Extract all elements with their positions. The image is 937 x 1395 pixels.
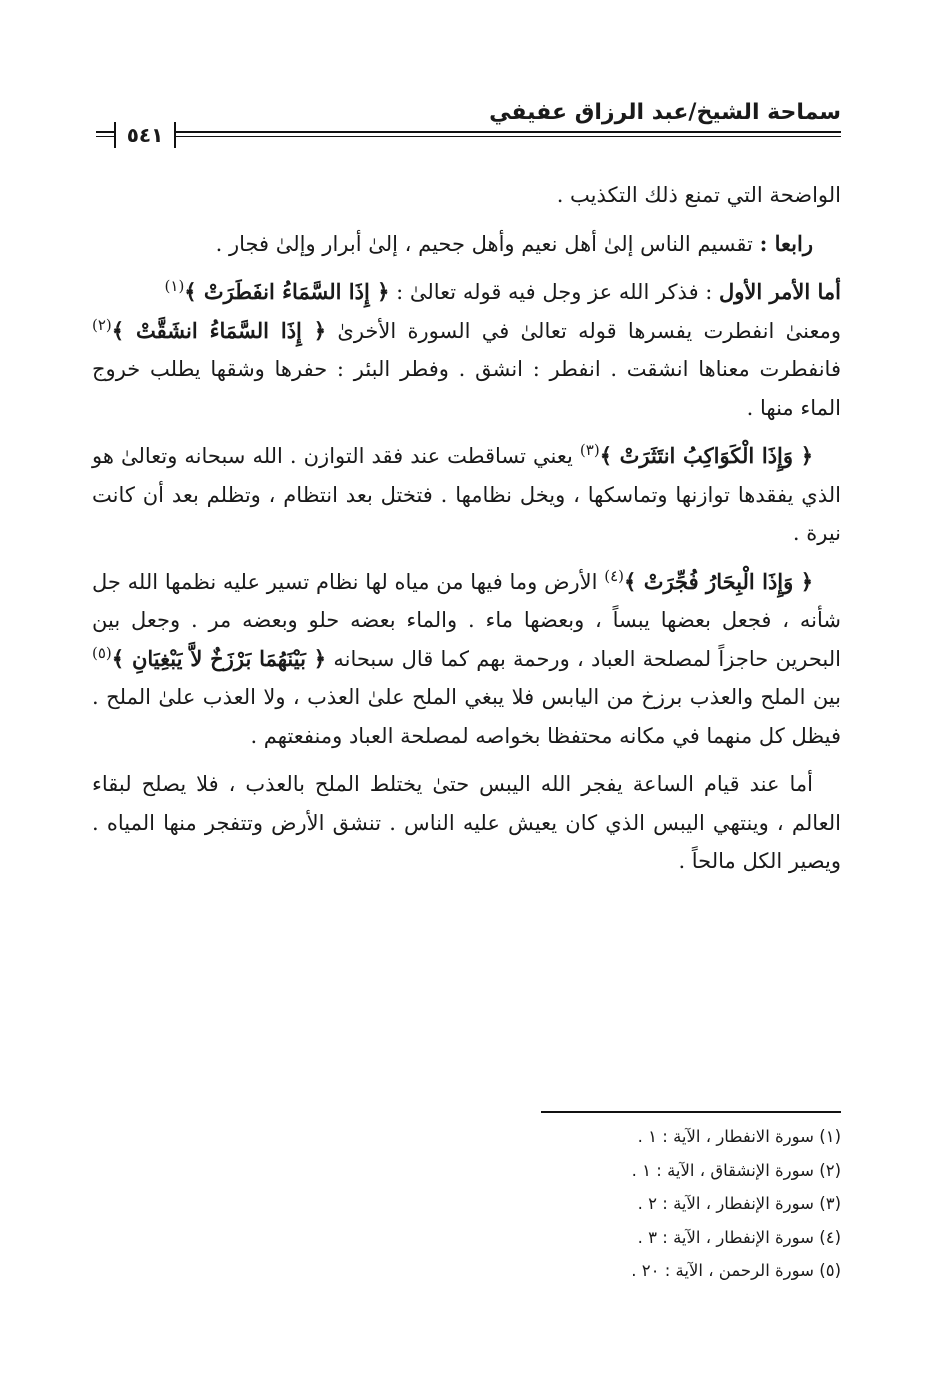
header-rule-thin: [96, 136, 841, 137]
footnote-item: (٢) سورة الإنشقاق ، الآية : ١ .: [631, 1160, 841, 1180]
main-text: [92, 176, 841, 891]
paragraph-text: الواضحة التي تمنع ذلك التكذيب .: [556, 183, 841, 207]
paragraph-3: [92, 273, 841, 312]
paragraph-2: [92, 225, 841, 264]
footnote-ref: (٣): [579, 441, 600, 459]
paragraph-text: : فذكر الله عز وجل فيه قوله تعالىٰ :: [389, 280, 720, 304]
paragraph-lead: رابعا :: [759, 230, 813, 256]
footnote-item: (٣) سورة الإنفطار ، الآية : ٢ .: [637, 1194, 841, 1213]
quran-verse: ﴿ إِذَا السَّمَاءُ انشَقَّتْ ﴾: [111, 317, 327, 343]
header-rule: [96, 131, 841, 139]
paragraph-1: [92, 176, 841, 215]
footnote-divider: [541, 1111, 841, 1113]
paragraph-text: تقسيم الناس إلىٰ أهل نعيم وأهل جحيم ، إلىٰ أبرار وإلىٰ فجار .: [215, 231, 760, 256]
page-number: ٥٤١: [114, 122, 176, 148]
paragraph-text: الأرض وما فيها من مياه لها نظام تسير عليه نظمها الله جل شأنه ، فجعل بعضها يبساً ، وبعضها ماء . والماء بعضه حلو وبعضه مر . وجعل بين البحرين حاجزاً لمصلحة العباد ، ورحمة بهم كما قال سبحانه: [92, 569, 841, 671]
paragraph-lead: أما الأمر الأول: [719, 279, 841, 304]
footnote-ref: (٤): [604, 566, 624, 585]
paragraph-text: فانفطرت معناها انشقت . انفطر : انشق . وفطر البئر : حفرها وشقها يطلب خروج الماء منها .: [92, 357, 841, 420]
paragraph-text: أما عند قيام الساعة يفجر الله اليبس حتىٰ يختلط الملح بالعذب ، فلا يصلح لبقاء العالم ، وينتهي اليبس الذي كان يعيش عليه الناس . تنشق الأرض وتتفجر منها المياه . ويصير الكل مالحاً .: [92, 772, 841, 873]
paragraph-7: [92, 765, 841, 881]
paragraph-text: يعني تساقطت عند فقد التوازن . الله سبحانه وتعالىٰ هو الذي يفقدها توازنها وتماسكها ، ويخل نظامها . فتختل بعد انتظام ، وتظلم بعد أن كانت نيرة .: [92, 444, 841, 545]
running-header-title: سماحة الشيخ/عبد الرزاق عفيفي: [489, 100, 841, 125]
footnote-item: (١) سورة الانفطار ، الآية : ١ .: [637, 1127, 841, 1146]
quran-verse: ﴿ إِذَا السَّمَاءُ انفَطَرَتْ ﴾: [184, 279, 390, 304]
header-rule-thick: [96, 131, 841, 133]
quran-verse: ﴿ وَإِذَا الْكَوَاكِبُ انتَثَرَتْ ﴾: [599, 443, 813, 468]
paragraph-text: ومعنىٰ انفطرت يفسرها قوله تعالىٰ في السورة الأخرىٰ: [326, 318, 841, 343]
paragraph-6: [92, 563, 841, 756]
footnote-ref: (٥): [92, 643, 112, 662]
footnote-ref: (١): [164, 277, 185, 295]
footnotes: [341, 1120, 841, 1288]
footnote-item: (٥) سورة الرحمن ، الآية : ٢٠ .: [631, 1261, 841, 1280]
paragraph-5: [92, 437, 841, 553]
paragraph-4: [92, 312, 841, 428]
quran-verse: ﴿ بَيْنَهُمَا بَرْزَخٌ لاَّ يَبْغِيَانِ ﴾: [111, 645, 327, 671]
footnote-item: (٤) سورة الإنفطار ، الآية : ٣ .: [637, 1227, 841, 1247]
quran-verse: ﴿ وَإِذَا الْبِحَارُ فُجِّرَتْ ﴾: [623, 568, 813, 594]
paragraph-text: بين الملح والعذب برزخ من اليابس فلا يبغي الملح علىٰ العذب ، ولا العذب علىٰ الملح . فيظل كل منهما في مكانه محتفظا بخواصه لمصلحة العباد ومنفعتهم .: [92, 685, 841, 748]
footnote-ref: (٢): [92, 315, 112, 334]
